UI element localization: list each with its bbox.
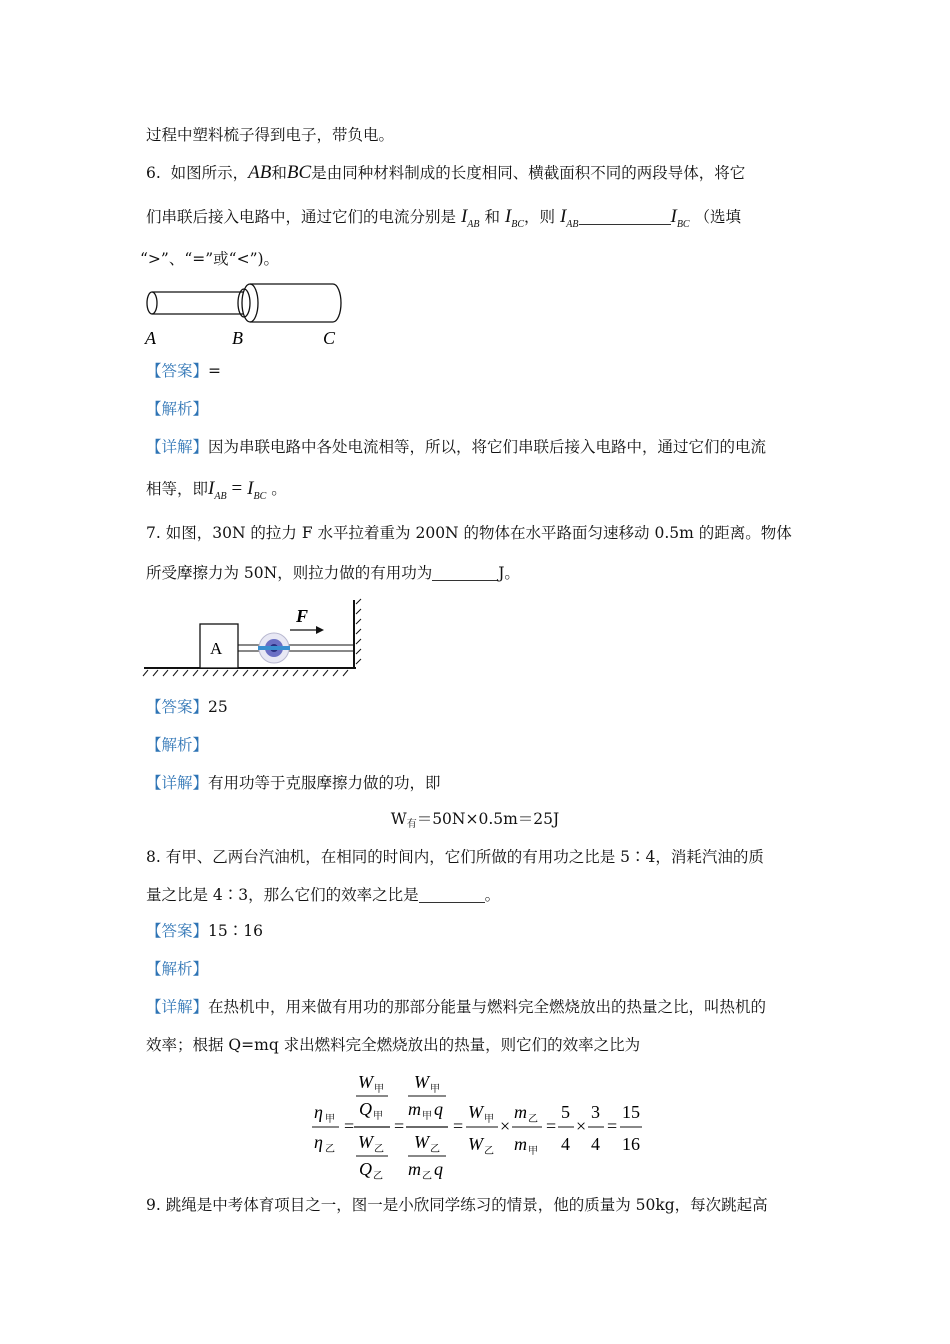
pulley-figure [140,596,365,678]
svg-text:乙: 乙 [422,1171,432,1182]
question-6-detail-1: 【详解】因为串联电路中各处电流相等，所以，将它们串联后接入电路中，通过它们的电流 [146,438,767,456]
svg-text:W: W [468,1134,483,1154]
svg-text:4: 4 [591,1134,600,1154]
svg-text:=: = [453,1116,464,1136]
svg-text:W: W [414,1072,429,1092]
question-7-line-1: 7. 如图，30N 的拉力 F 水平拉着重为 200N 的物体在水平路面匀速移动 0.5m 的距离。物体 [146,524,792,542]
svg-text:甲: 甲 [430,1084,440,1095]
svg-text:W: W [468,1102,483,1122]
question-6-line-2: 们串联后接入电路中，通过它们的电流分别是 $I_{AB}$ 和 $I_{BC}$，则 $I_{AB}$ $I_{BC}$ （选填 [146,206,742,230]
svg-text:甲: 甲 [325,1114,335,1125]
svg-text:q: q [434,1099,443,1119]
svg-text:乙: 乙 [325,1144,335,1155]
question-6-line-1: 6. 如图所示，AB和BC是由同种材料制成的长度相同、横截面积不同的两段导体，将它 [146,162,746,183]
svg-text:Q: Q [359,1099,372,1119]
question-7-analysis: 【解析】 [146,736,209,754]
question-6-answer: 【答案】= [146,362,222,380]
question-9-line-1: 9. 跳绳是中考体育项目之一，图一是小欣同学练习的情景，他的质量为 50kg，每次跳起高 [146,1196,768,1214]
svg-text:m: m [408,1099,421,1119]
svg-text:W: W [414,1132,429,1152]
svg-text:16: 16 [622,1134,640,1154]
svg-text:乙: 乙 [484,1146,494,1157]
answer-blank [579,208,671,225]
svg-text:=: = [394,1116,405,1136]
svg-text:×: × [576,1116,587,1136]
question-6-line-3: “>”、“=”或“<”)。 [140,250,280,268]
question-6-detail-2: 相等，即$I_{AB} = I_{BC}$ 。 [146,478,287,502]
label-b: B [232,328,243,348]
svg-text:m: m [514,1102,527,1122]
svg-text:=: = [546,1116,557,1136]
conductor-figure [140,280,350,348]
svg-text:15: 15 [622,1102,640,1122]
svg-text:3: 3 [591,1102,600,1122]
svg-text:m: m [408,1159,421,1179]
question-7-equation: W有＝50N×0.5m＝25J [390,810,560,830]
svg-text:甲: 甲 [374,1084,384,1095]
svg-text:甲: 甲 [422,1111,432,1122]
answer-blank [419,886,485,903]
svg-text:乙: 乙 [373,1171,383,1182]
svg-text:4: 4 [561,1134,570,1154]
svg-text:q: q [434,1159,443,1179]
paragraph-continuation: 过程中塑料梳子得到电子，带负电。 [146,126,395,144]
svg-text:乙: 乙 [430,1144,440,1155]
label-c: C [323,328,336,348]
question-8-detail-2: 效率；根据 Q=mq 求出燃料完全燃烧放出的热量，则它们的效率之比为 [146,1036,641,1054]
question-8-line-2: 量之比是 4∶3，那么它们的效率之比是 。 [146,886,501,904]
efficiency-formula [300,1070,650,1182]
question-6-analysis: 【解析】 [146,400,209,418]
svg-text:甲: 甲 [373,1111,383,1122]
svg-text:W: W [358,1132,373,1152]
svg-text:乙: 乙 [374,1144,384,1155]
svg-text:W: W [358,1072,373,1092]
force-arrow-icon [316,626,324,634]
svg-text:甲: 甲 [484,1114,494,1125]
question-8-detail-1: 【详解】在热机中，用来做有用功的那部分能量与燃料完全燃烧放出的热量之比，叫热机的 [146,998,767,1016]
block-label: A [210,639,223,658]
question-7-detail: 【详解】有用功等于克服摩擦力做的功，即 [146,774,441,792]
question-7-line-2: 所受摩擦力为 50N，则拉力做的有用功为 J。 [146,564,520,582]
svg-text:乙: 乙 [528,1114,538,1125]
svg-text:×: × [500,1116,511,1136]
svg-text:甲: 甲 [528,1146,538,1157]
svg-text:Q: Q [359,1159,372,1179]
svg-text:=: = [607,1116,618,1136]
question-8-analysis: 【解析】 [146,960,209,978]
answer-blank [432,564,498,581]
question-7-answer: 【答案】25 [146,698,228,716]
question-8-line-1: 8. 有甲、乙两台汽油机，在相同的时间内，它们所做的有用功之比是 5∶4，消耗汽油的质 [146,848,764,866]
label-a: A [145,328,156,348]
svg-text:5: 5 [561,1102,570,1122]
svg-text:η: η [314,1102,323,1122]
force-label: F [296,606,309,626]
svg-text:η: η [314,1132,323,1152]
svg-text:=: = [344,1116,355,1136]
svg-text:m: m [514,1134,527,1154]
question-8-answer: 【答案】15∶16 [146,922,263,940]
